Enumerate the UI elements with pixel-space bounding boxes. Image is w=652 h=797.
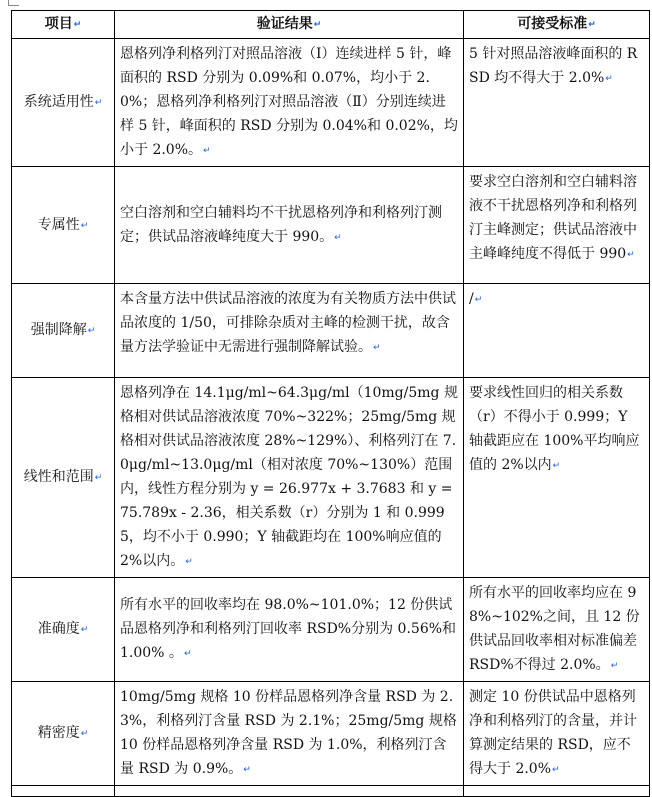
table-row-partial bbox=[12, 786, 650, 797]
cell-result: 恩格列净在 14.1μg/ml~64.3μg/ml（10mg/5mg 规格相对供试品溶液浓度 70%~322%；25mg/5mg 规格相对供试品溶液浓度 28%~129%）、利格列汀在 7.0μg/ml~13.0μg/ml（相对浓度 70%~130%）范围内，线性方程分别为 y = 26.977x + 3.7683 和 y = 75.789x - 2.36，相关系数（r）分别为 1 和 0.9995，均不小于 0.990；Y 轴截距均在 100%响应值的 2%以内。↵ bbox=[115, 378, 464, 578]
cell-item: 线性和范围↵ bbox=[12, 378, 115, 578]
validation-table bbox=[11, 10, 650, 797]
cell-standard: 要求空白溶剂和空白辅料溶液不干扰恩格列净和利格列汀主峰测定；供试品溶液中主峰峰纯度不得低于 990↵ bbox=[464, 167, 650, 284]
table-row bbox=[12, 682, 650, 786]
table-row bbox=[12, 167, 650, 284]
cell-result: 本含量方法中供试品溶液的浓度为有关物质方法中供试品浓度的 1/50，可排除杂质对主峰的检测干扰，故含量方法学验证中无需进行强制降解试验。↵ bbox=[115, 284, 464, 378]
cell-standard: 5 针对照品溶液峰面积的 RSD 均不得大于 2.0%↵ bbox=[464, 39, 650, 167]
header-standard: 可接受标准↵ bbox=[464, 11, 650, 39]
cell-empty bbox=[12, 786, 115, 797]
cell-item: 强制降解↵ bbox=[12, 284, 115, 378]
cell-standard: 要求线性回归的相关系数（r）不得小于 0.999；Y 轴截距应在 100%平均响应值的 2%以内↵ bbox=[464, 378, 650, 578]
table-row bbox=[12, 578, 650, 682]
corner-mark bbox=[8, 0, 19, 6]
cell-result: 恩格列净利格列汀对照品溶液（Ⅰ）连续进样 5 针，峰面积的 RSD 分别为 0.09%和 0.07%，均小于 2.0%；恩格列净利格列汀对照品溶液（Ⅱ）分别连续进样 5 针，峰面积的 RSD 分别为 0.04%和 0.02%，均小于 2.0%。↵ bbox=[115, 39, 464, 167]
cell-result: 所有水平的回收率均在 98.0%~101.0%；12 份供试品恩格列净和利格列汀回收率 RSD%分别为 0.56%和 1.00% 。↵ bbox=[115, 578, 464, 682]
table-row bbox=[12, 284, 650, 378]
cell-result: 10mg/5mg 规格 10 份样品恩格列净含量 RSD 为 2.3%，利格列汀含量 RSD 为 2.1%；25mg/5mg 规格 10 份样品恩格列净含量 RSD 为 1.0%，利格列汀含量 RSD 为 0.9%。↵ bbox=[115, 682, 464, 786]
cell-standard: /↵ bbox=[464, 284, 650, 378]
cell-standard: 测定 10 份供试品中恩格列净和利格列汀的含量，并计算测定结果的 RSD，应不得大于 2.0%↵ bbox=[464, 682, 650, 786]
cell-result: 空白溶剂和空白辅料均不干扰恩格列净和利格列汀测定；供试品溶液峰纯度大于 990。↵ bbox=[115, 167, 464, 284]
table-row bbox=[12, 378, 650, 578]
cell-empty bbox=[464, 786, 650, 797]
cell-item: 精密度↵ bbox=[12, 682, 115, 786]
cell-standard: 所有水平的回收率均应在 98%~102%之间，且 12 份供试品回收率相对标准偏差 RSD%不得过 2.0%。↵ bbox=[464, 578, 650, 682]
table-header-row bbox=[12, 11, 650, 39]
table-row bbox=[12, 39, 650, 167]
cell-item: 准确度↵ bbox=[12, 578, 115, 682]
header-item: 项目↵ bbox=[12, 11, 115, 39]
cell-item: 专属性↵ bbox=[12, 167, 115, 284]
cell-item: 系统适用性↵ bbox=[12, 39, 115, 167]
header-result: 验证结果↵ bbox=[115, 11, 464, 39]
cell-empty bbox=[115, 786, 464, 797]
